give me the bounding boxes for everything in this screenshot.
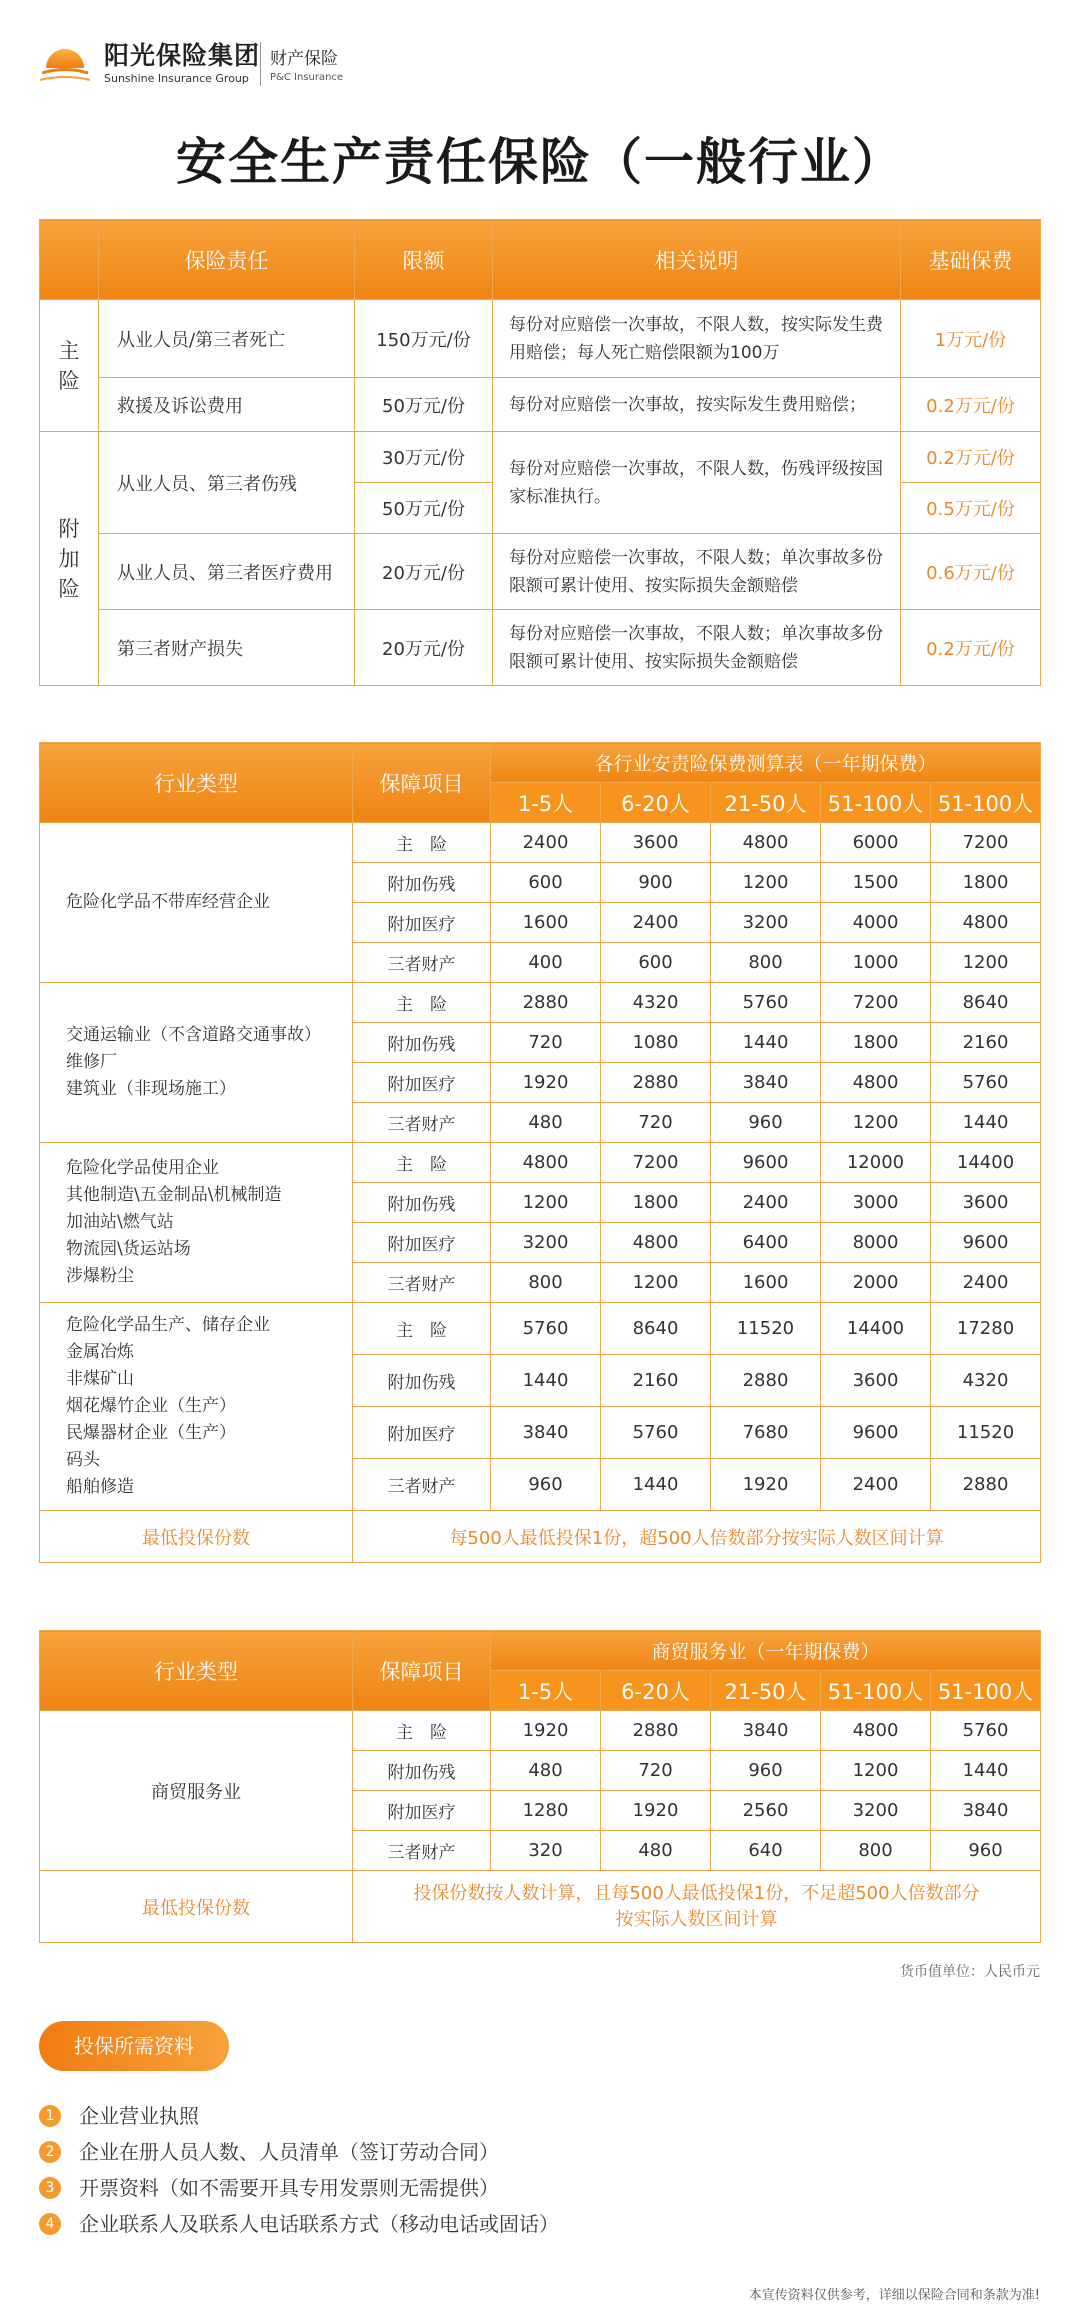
brand-name-en: Sunshine Insurance Group — [104, 72, 249, 85]
premium-value: 1920 — [711, 1459, 821, 1511]
premium-value: 900 — [601, 863, 711, 903]
coverage-fee: 1万元/份 — [901, 300, 1041, 378]
industry-name: 建筑业（非现场施工） — [66, 1079, 236, 1099]
table-row — [40, 1871, 1041, 1943]
premium-value: 480 — [491, 1103, 601, 1143]
coverage-fee: 0.5万元/份 — [901, 483, 1041, 534]
industry-name: 船舶修造 — [66, 1477, 134, 1497]
sun-logo-icon — [40, 38, 90, 88]
coverage-desc: 每份对应赔偿一次事故，不限人数，伤残评级按国家标准执行。 — [493, 432, 901, 534]
trade-service-table — [39, 1630, 1041, 1943]
coverage-header-item: 保险责任 — [99, 220, 355, 300]
premium-value: 1280 — [491, 1791, 601, 1831]
premium-value: 720 — [491, 1023, 601, 1063]
coverage-item: 三者财产 — [353, 1263, 491, 1303]
premium-value: 2880 — [491, 983, 601, 1023]
bracket-header: 51-100人 — [931, 1671, 1041, 1711]
premium-value: 3840 — [711, 1711, 821, 1751]
premium-value: 11520 — [711, 1303, 821, 1355]
premium-value: 5760 — [711, 983, 821, 1023]
premium-value: 1800 — [821, 1023, 931, 1063]
premium-value: 1440 — [711, 1023, 821, 1063]
coverage-desc: 每份对应赔偿一次事故，按实际发生费用赔偿； — [493, 378, 901, 432]
coverage-limit: 50万元/份 — [355, 483, 493, 534]
premium-value: 1440 — [491, 1355, 601, 1407]
industry-cell — [40, 1143, 353, 1303]
premium-header-industry: 行业类型 — [40, 743, 353, 823]
premium-value: 2880 — [601, 1711, 711, 1751]
premium-value: 1200 — [821, 1751, 931, 1791]
premium-value: 2400 — [491, 823, 601, 863]
premium-value: 4800 — [931, 903, 1041, 943]
premium-value: 17280 — [931, 1303, 1041, 1355]
logo-divider — [260, 42, 261, 86]
number-badge: 1 — [39, 2105, 61, 2127]
premium-value: 960 — [711, 1751, 821, 1791]
list-item — [39, 2134, 559, 2170]
premium-value: 3200 — [821, 1791, 931, 1831]
premium-value: 3840 — [491, 1407, 601, 1459]
trade-header-industry: 行业类型 — [40, 1631, 353, 1711]
premium-value: 1800 — [601, 1183, 711, 1223]
table-row — [40, 1711, 1041, 1751]
premium-value: 5760 — [601, 1407, 711, 1459]
bracket-header: 51-100人 — [821, 1671, 931, 1711]
premium-value: 1600 — [491, 903, 601, 943]
min-shares-line: 按实际人数区间计算 — [615, 1908, 778, 1930]
coverage-limit: 50万元/份 — [355, 378, 493, 432]
coverage-desc: 每份对应赔偿一次事故，不限人数，按实际发生费用赔偿；每人死亡赔偿限额为100万 — [493, 300, 901, 378]
coverage-fee: 0.2万元/份 — [901, 610, 1041, 686]
industry-name: 交通运输业（不含道路交通事故） — [66, 1025, 321, 1045]
coverage-header-desc: 相关说明 — [493, 220, 901, 300]
premium-value: 480 — [601, 1831, 711, 1871]
coverage-header-blank — [40, 220, 99, 300]
premium-value: 1920 — [601, 1791, 711, 1831]
premium-value: 3200 — [711, 903, 821, 943]
industry-name: 民爆器材企业（生产） — [66, 1423, 236, 1443]
additional-insurance-label — [40, 432, 99, 686]
premium-value: 6400 — [711, 1223, 821, 1263]
industry-name: 非煤矿山 — [66, 1369, 134, 1389]
table-row — [40, 534, 1041, 610]
bracket-header: 51-100人 — [931, 783, 1041, 823]
coverage-item: 主 险 — [353, 983, 491, 1023]
add-label-char: 加 — [58, 546, 80, 571]
industry-name: 金属冶炼 — [66, 1342, 134, 1362]
coverage-item: 第三者财产损失 — [99, 610, 355, 686]
coverage-item: 附加医疗 — [353, 1407, 491, 1459]
coverage-item: 附加伤残 — [353, 863, 491, 903]
premium-value: 2560 — [711, 1791, 821, 1831]
coverage-item: 三者财产 — [353, 1103, 491, 1143]
premium-value: 4800 — [711, 823, 821, 863]
premium-value: 7680 — [711, 1407, 821, 1459]
list-item — [39, 2206, 559, 2242]
table-row — [40, 1143, 1041, 1183]
coverage-item: 三者财产 — [353, 1459, 491, 1511]
premium-value: 480 — [491, 1751, 601, 1791]
coverage-item: 附加伤残 — [353, 1355, 491, 1407]
premium-value: 1440 — [931, 1751, 1041, 1791]
coverage-header-fee: 基础保费 — [901, 220, 1041, 300]
bracket-header: 6-20人 — [601, 783, 711, 823]
premium-value: 640 — [711, 1831, 821, 1871]
coverage-item: 主 险 — [353, 1143, 491, 1183]
premium-value: 3200 — [491, 1223, 601, 1263]
division-name-en: P&C Insurance — [270, 72, 344, 83]
coverage-item: 附加医疗 — [353, 1223, 491, 1263]
coverage-fee: 0.6万元/份 — [901, 534, 1041, 610]
premium-value: 960 — [931, 1831, 1041, 1871]
premium-value: 6000 — [821, 823, 931, 863]
premium-value: 1000 — [821, 943, 931, 983]
number-badge: 4 — [39, 2213, 61, 2235]
premium-value: 4320 — [601, 983, 711, 1023]
premium-value: 1200 — [711, 863, 821, 903]
premium-value: 1200 — [491, 1183, 601, 1223]
coverage-fee: 0.2万元/份 — [901, 378, 1041, 432]
coverage-item: 附加伤残 — [353, 1023, 491, 1063]
premium-value: 960 — [711, 1103, 821, 1143]
premium-value: 3000 — [821, 1183, 931, 1223]
coverage-item: 三者财产 — [353, 1831, 491, 1871]
coverage-header-row — [40, 220, 1041, 300]
premium-value: 4800 — [601, 1223, 711, 1263]
industry-name: 危险化学品生产、储存企业 — [66, 1315, 270, 1335]
trade-header-row — [40, 1631, 1041, 1671]
coverage-limit: 20万元/份 — [355, 610, 493, 686]
premium-value: 2880 — [711, 1355, 821, 1407]
premium-value: 3600 — [821, 1355, 931, 1407]
premium-value: 7200 — [931, 823, 1041, 863]
premium-value: 1920 — [491, 1711, 601, 1751]
industry-name: 危险化学品不带库经营企业 — [66, 892, 270, 912]
industry-name: 商贸服务业 — [40, 1711, 353, 1871]
doc-item-text: 企业联系人及联系人电话联系方式（移动电话或固话） — [79, 2212, 559, 2236]
premium-value: 2400 — [931, 1263, 1041, 1303]
premium-value: 8000 — [821, 1223, 931, 1263]
premium-value: 600 — [601, 943, 711, 983]
premium-value: 3600 — [601, 823, 711, 863]
premium-value: 1440 — [931, 1103, 1041, 1143]
premium-header-group: 各行业安责险保费测算表（一年期保费） — [491, 743, 1041, 783]
premium-value: 9600 — [821, 1407, 931, 1459]
disclaimer: 本宣传资料仅供参考，详细以保险合同和条款为准! — [748, 2288, 1040, 2303]
division-name-cn: 财产保险 — [270, 49, 338, 69]
premium-value: 14400 — [821, 1303, 931, 1355]
table-row — [40, 378, 1041, 432]
premium-value: 2000 — [821, 1263, 931, 1303]
premium-value: 800 — [711, 943, 821, 983]
premium-value: 4000 — [821, 903, 931, 943]
premium-value: 2400 — [601, 903, 711, 943]
premium-value: 2880 — [601, 1063, 711, 1103]
premium-value: 4320 — [931, 1355, 1041, 1407]
premium-value: 2880 — [931, 1459, 1041, 1511]
doc-item-text: 企业在册人员人数、人员清单（签订劳动合同） — [79, 2140, 499, 2164]
brand-name-cn: 阳光保险集团 — [104, 41, 261, 70]
brand-logo — [38, 34, 358, 90]
table-row — [40, 823, 1041, 863]
coverage-item: 附加伤残 — [353, 1183, 491, 1223]
premium-value: 5760 — [931, 1711, 1041, 1751]
coverage-limit: 30万元/份 — [355, 432, 493, 483]
add-label-char: 附 — [58, 516, 80, 541]
trade-header-item: 保障项目 — [353, 1631, 491, 1711]
industry-cell — [40, 823, 353, 983]
premium-value: 720 — [601, 1103, 711, 1143]
premium-value: 1440 — [601, 1459, 711, 1511]
premium-value: 12000 — [821, 1143, 931, 1183]
premium-value: 320 — [491, 1831, 601, 1871]
table-row — [40, 610, 1041, 686]
coverage-item: 从业人员、第三者伤残 — [99, 432, 355, 534]
bracket-header: 1-5人 — [491, 1671, 601, 1711]
premium-value: 600 — [491, 863, 601, 903]
coverage-item: 三者财产 — [353, 943, 491, 983]
premium-value: 1600 — [711, 1263, 821, 1303]
table-row — [40, 432, 1041, 483]
premium-value: 1500 — [821, 863, 931, 903]
bracket-header: 1-5人 — [491, 783, 601, 823]
premium-value: 9600 — [711, 1143, 821, 1183]
min-shares-line: 投保份数按人数计算，且每500人最低投保1份，不足超500人倍数部分 — [413, 1882, 980, 1904]
industry-name: 涉爆粉尘 — [66, 1266, 134, 1286]
coverage-item: 主 险 — [353, 1303, 491, 1355]
coverage-desc: 每份对应赔偿一次事故，不限人数；单次事故多份限额可累计使用、按实际损失金额赔偿 — [493, 534, 901, 610]
industry-name: 烟花爆竹企业（生产） — [66, 1396, 236, 1416]
premium-value: 5760 — [491, 1303, 601, 1355]
premium-value: 800 — [491, 1263, 601, 1303]
premium-value: 1920 — [491, 1063, 601, 1103]
coverage-header-limit: 限额 — [355, 220, 493, 300]
main-label-char: 主 — [58, 338, 80, 363]
list-item — [39, 2098, 559, 2134]
premium-value: 2160 — [931, 1023, 1041, 1063]
table-row — [40, 983, 1041, 1023]
table-row — [40, 1511, 1041, 1563]
doc-item-text: 开票资料（如不需要开具专用发票则无需提供） — [79, 2176, 499, 2200]
premium-value: 2400 — [821, 1459, 931, 1511]
coverage-fee: 0.2万元/份 — [901, 432, 1041, 483]
premium-value: 720 — [601, 1751, 711, 1791]
premium-value: 5760 — [931, 1063, 1041, 1103]
currency-note: 货币值单位：人民币元 — [900, 1964, 1040, 1980]
industry-cell — [40, 983, 353, 1143]
premium-header-item: 保障项目 — [353, 743, 491, 823]
coverage-item: 从业人员、第三者医疗费用 — [99, 534, 355, 610]
required-docs-list — [39, 2098, 559, 2242]
premium-value: 3600 — [931, 1183, 1041, 1223]
bracket-header: 51-100人 — [821, 783, 931, 823]
premium-value: 2160 — [601, 1355, 711, 1407]
premium-value: 1800 — [931, 863, 1041, 903]
coverage-table — [39, 219, 1041, 686]
min-shares-label: 最低投保份数 — [40, 1511, 353, 1563]
premium-value: 1200 — [601, 1263, 711, 1303]
industry-name: 码头 — [66, 1450, 100, 1470]
coverage-item: 救援及诉讼费用 — [99, 378, 355, 432]
premium-value: 400 — [491, 943, 601, 983]
coverage-item: 附加医疗 — [353, 1063, 491, 1103]
premium-value: 3840 — [931, 1791, 1041, 1831]
table-row — [40, 300, 1041, 378]
bracket-header: 6-20人 — [601, 1671, 711, 1711]
min-shares-text: 每500人最低投保1份，超500人倍数部分按实际人数区间计算 — [353, 1511, 1041, 1563]
coverage-limit: 150万元/份 — [355, 300, 493, 378]
coverage-item: 附加医疗 — [353, 1791, 491, 1831]
premium-value: 1200 — [821, 1103, 931, 1143]
page-title: 安全生产责任保险（一般行业） — [176, 133, 904, 191]
coverage-item: 从业人员/第三者死亡 — [99, 300, 355, 378]
industry-name: 维修厂 — [66, 1052, 117, 1072]
premium-value: 4800 — [821, 1063, 931, 1103]
premium-value: 3840 — [711, 1063, 821, 1103]
premium-value: 11520 — [931, 1407, 1041, 1459]
main-label-char: 险 — [58, 368, 80, 393]
coverage-item: 附加伤残 — [353, 1751, 491, 1791]
required-docs-title: 投保所需资料 — [39, 2021, 229, 2071]
add-label-char: 险 — [58, 576, 80, 601]
premium-value: 7200 — [821, 983, 931, 1023]
premium-value: 9600 — [931, 1223, 1041, 1263]
premium-value: 7200 — [601, 1143, 711, 1183]
premium-value: 14400 — [931, 1143, 1041, 1183]
industry-name: 加油站\燃气站 — [66, 1212, 174, 1232]
min-shares-label: 最低投保份数 — [40, 1871, 353, 1943]
premium-value: 960 — [491, 1459, 601, 1511]
premium-header-row — [40, 743, 1041, 783]
trade-header-group: 商贸服务业（一年期保费） — [491, 1631, 1041, 1671]
coverage-item: 主 险 — [353, 823, 491, 863]
premium-value: 8640 — [931, 983, 1041, 1023]
coverage-item: 附加医疗 — [353, 903, 491, 943]
premium-value: 4800 — [491, 1143, 601, 1183]
bracket-header: 21-50人 — [711, 783, 821, 823]
number-badge: 3 — [39, 2177, 61, 2199]
doc-item-text: 企业营业执照 — [79, 2104, 199, 2128]
coverage-desc: 每份对应赔偿一次事故，不限人数；单次事故多份限额可累计使用、按实际损失金额赔偿 — [493, 610, 901, 686]
premium-value: 4800 — [821, 1711, 931, 1751]
coverage-item: 主 险 — [353, 1711, 491, 1751]
min-shares-text — [353, 1871, 1041, 1943]
coverage-limit: 20万元/份 — [355, 534, 493, 610]
table-row — [40, 1303, 1041, 1355]
premium-value: 1080 — [601, 1023, 711, 1063]
industry-name: 危险化学品使用企业 — [66, 1158, 219, 1178]
premium-value: 2400 — [711, 1183, 821, 1223]
premium-value: 1200 — [931, 943, 1041, 983]
number-badge: 2 — [39, 2141, 61, 2163]
premium-value: 800 — [821, 1831, 931, 1871]
list-item — [39, 2170, 559, 2206]
premium-table — [39, 742, 1041, 1563]
industry-name: 其他制造\五金制品\机械制造 — [66, 1185, 282, 1205]
industry-name: 物流园\货运站场 — [66, 1239, 191, 1259]
bracket-header: 21-50人 — [711, 1671, 821, 1711]
premium-value: 8640 — [601, 1303, 711, 1355]
main-insurance-label — [40, 300, 99, 432]
industry-cell — [40, 1303, 353, 1511]
